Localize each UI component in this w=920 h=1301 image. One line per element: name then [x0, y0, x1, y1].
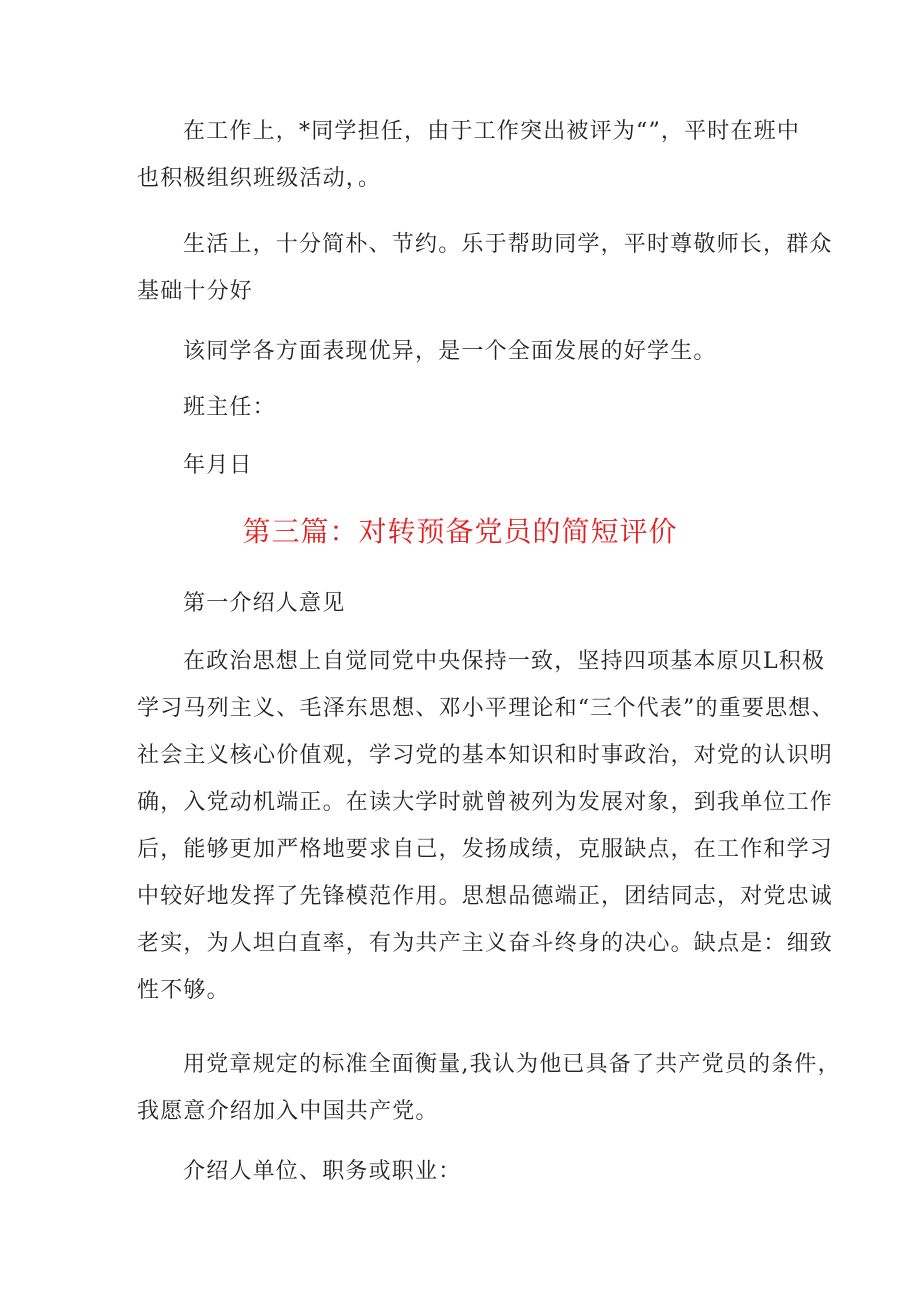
assessment-line: 老实，为人坦白直率，有为共产主义奋斗终身的决心。缺点是：细致	[137, 931, 834, 956]
date-label: 年月日	[183, 453, 253, 478]
introducer-unit-label: 介绍人单位、职务或职业：	[183, 1159, 462, 1184]
assessment-line: 学习马列主义、毛泽东思想、邓小平理论和“三个代表”的重要思想、	[137, 696, 835, 721]
subsection-label: 第一介绍人意见	[183, 591, 346, 616]
recommendation-line-1: 用党章规定的标准全面衡量,我认为他已具备了共产党员的条件，	[183, 1052, 841, 1077]
teacher-signature-line	[137, 384, 797, 431]
work-paragraph	[137, 108, 801, 202]
date-line	[137, 442, 797, 489]
summary-paragraph	[137, 328, 797, 375]
section-title: 第三篇：对转预备党员的简短评价	[242, 515, 678, 548]
subsection-heading	[137, 580, 797, 627]
assessment-line: 在政治思想上自觉同党中央保持一致，坚持四项基本原贝L积极	[183, 649, 826, 674]
assessment-line: 社会主义核心价值观，学习党的基本知识和时事政治，对党的认识明	[137, 743, 834, 768]
assessment-line: 确，入党动机端正。在读大学时就曾被列为发展对象，到我单位工作	[137, 790, 834, 815]
recommendation-line-2: 我愿意介绍加入中国共产党。	[137, 1099, 439, 1124]
summary-text: 该同学各方面表现优异，是一个全面发展的好学生。	[183, 339, 717, 364]
assessment-line: 中较好地发挥了先锋模范作用。思想品德端正，团结同志，对党忠诚	[137, 884, 834, 909]
teacher-label: 班主任：	[183, 395, 276, 420]
introducer-info-line	[137, 1148, 797, 1195]
life-paragraph-line-2: 基础十分好	[137, 279, 254, 304]
recommendation-paragraph	[137, 1041, 841, 1135]
assessment-line: 性不够。	[137, 978, 230, 1003]
assessment-line: 后，能够更加严格地要求自己，发扬成绩，克服缺点，在工作和学习	[137, 837, 834, 862]
life-paragraph	[137, 221, 833, 315]
work-paragraph-line-1: 在工作上，*同学担任，由于工作突出被评为“”，平时在班中	[183, 119, 801, 144]
work-paragraph-line-2: 也积极组织班级活动，。	[137, 166, 382, 191]
political-assessment-paragraph	[137, 638, 835, 1014]
life-paragraph-line-1: 生活上，十分简朴、节约。乐于帮助同学，平时尊敬师长，群众	[183, 232, 833, 257]
